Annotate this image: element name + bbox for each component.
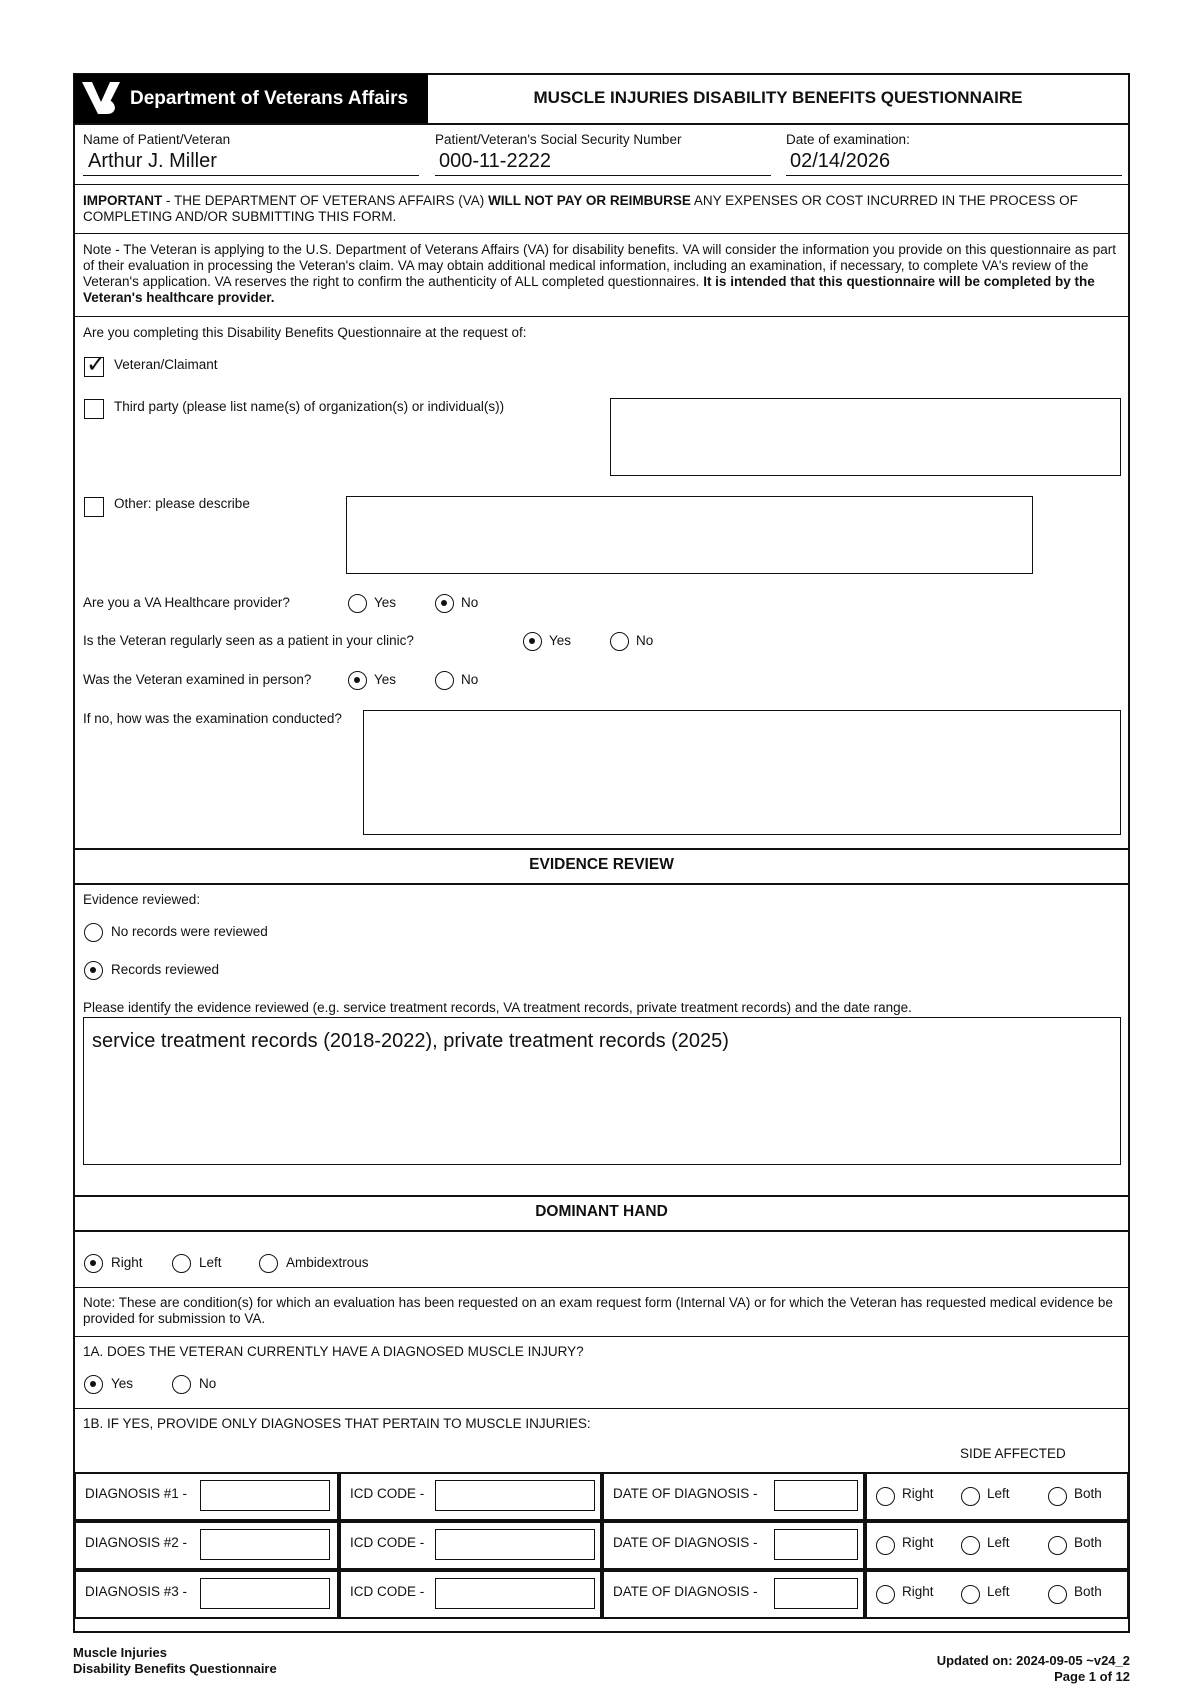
- important-notice: [83, 193, 1123, 225]
- rule: [73, 1230, 1130, 1232]
- other-field[interactable]: [346, 496, 1033, 574]
- in-person-no-radio[interactable]: [435, 671, 454, 690]
- regular-patient-no-label: No: [636, 633, 654, 648]
- diagnosis-cell: [74, 1521, 339, 1570]
- intro-note: [83, 242, 1123, 306]
- evidence-identify-label: Please identify the evidence reviewed (e.g. service treatment records, VA treatment records, private treatment records) and the date range.: [83, 1000, 912, 1015]
- rule: [73, 1195, 1130, 1197]
- side-right-label: Right: [902, 1535, 934, 1550]
- rule: [73, 316, 1130, 317]
- evidence-identify-field[interactable]: [83, 1017, 1121, 1165]
- rule: [73, 848, 1130, 850]
- side-both-2-radio[interactable]: [1048, 1536, 1067, 1555]
- side-left-label: Left: [987, 1535, 1010, 1550]
- name-underline: [83, 175, 419, 176]
- third-party-checkbox[interactable]: [84, 399, 104, 419]
- q1a-yes-radio[interactable]: [84, 1375, 103, 1394]
- request-question: Are you completing this Disability Benefits Questionnaire at the request of:: [83, 325, 527, 340]
- side-left-1-radio[interactable]: [961, 1487, 980, 1506]
- form-title: MUSCLE INJURIES DISABILITY BENEFITS QUESTIONNAIRE: [533, 88, 1023, 107]
- side-right-label: Right: [902, 1584, 934, 1599]
- evidence-identify-value: service treatment records (2018-2022), private treatment records (2025): [92, 1030, 729, 1052]
- icd-label: ICD CODE -: [350, 1584, 425, 1599]
- footer-form-type: Disability Benefits Questionnaire: [73, 1661, 277, 1676]
- regular-patient-yes-label: Yes: [549, 633, 572, 648]
- rule: [73, 1336, 1130, 1337]
- icd-code-1-input[interactable]: [435, 1480, 595, 1511]
- va-provider-no-label: No: [461, 595, 479, 610]
- dominant-hand-left-radio[interactable]: [172, 1254, 191, 1273]
- veteran-label: Veteran/Claimant: [114, 357, 218, 372]
- va-provider-yes-label: Yes: [374, 595, 397, 610]
- diagnosis-cell: [74, 1570, 339, 1619]
- q1a-yes-label: Yes: [111, 1376, 134, 1391]
- q1a-no-label: No: [199, 1376, 217, 1391]
- rule: [73, 233, 1130, 234]
- footer-page-number: Page 1 of 12: [1054, 1669, 1130, 1684]
- diagnosis-cell: [74, 1472, 339, 1521]
- side-right-1-radio[interactable]: [876, 1487, 895, 1506]
- side-left-2-radio[interactable]: [961, 1536, 980, 1555]
- q1a-label: 1A. DOES THE VETERAN CURRENTLY HAVE A DIAGNOSED MUSCLE INJURY?: [83, 1344, 584, 1359]
- side-both-label: Both: [1074, 1486, 1102, 1501]
- side-both-label: Both: [1074, 1535, 1102, 1550]
- diagnosis-1-input[interactable]: [200, 1480, 330, 1511]
- evidence-section-title: EVIDENCE REVIEW: [529, 856, 674, 873]
- date-of-diagnosis-1-input[interactable]: [774, 1480, 858, 1511]
- rule: [73, 123, 1130, 125]
- side-right-2-radio[interactable]: [876, 1536, 895, 1555]
- va-logo-icon: [80, 80, 122, 116]
- rule: [73, 1287, 1130, 1288]
- date-of-diagnosis-2-input[interactable]: [774, 1529, 858, 1560]
- side-affected-cell: [865, 1472, 1129, 1521]
- how-conducted-field[interactable]: [363, 710, 1121, 835]
- side-affected-label: SIDE AFFECTED: [960, 1446, 1066, 1461]
- va-provider-yes-radio[interactable]: [348, 594, 367, 613]
- date-cell: [602, 1472, 865, 1521]
- icd-cell: [339, 1521, 602, 1570]
- ssn-field[interactable]: 000-11-2222: [439, 150, 551, 172]
- dominant-hand-left-label: Left: [199, 1255, 222, 1270]
- agency-name: Department of Veterans Affairs: [130, 88, 409, 109]
- side-left-3-radio[interactable]: [961, 1585, 980, 1604]
- q1a-no-radio[interactable]: [172, 1375, 191, 1394]
- date-of-diagnosis-label: DATE OF DIAGNOSIS -: [613, 1486, 758, 1501]
- dominant-hand-right-radio[interactable]: [84, 1254, 103, 1273]
- dominant-hand-ambidextrous-label: Ambidextrous: [286, 1255, 369, 1270]
- diagnosis-2-input[interactable]: [200, 1529, 330, 1560]
- va-provider-no-radio[interactable]: [435, 594, 454, 613]
- how-conducted-label: If no, how was the examination conducted?: [83, 711, 342, 726]
- date-of-diagnosis-label: DATE OF DIAGNOSIS -: [613, 1584, 758, 1599]
- agency-block: [74, 74, 428, 123]
- date-cell: [602, 1521, 865, 1570]
- footer-right: [937, 1653, 1130, 1685]
- in-person-yes-radio[interactable]: [348, 671, 367, 690]
- exam-date-field[interactable]: 02/14/2026: [790, 150, 891, 172]
- footer-form-name: Muscle Injuries: [73, 1645, 167, 1660]
- rule: [73, 1408, 1130, 1409]
- important-text: - THE DEPARTMENT OF VETERANS AFFAIRS (VA): [162, 193, 489, 208]
- side-right-3-radio[interactable]: [876, 1585, 895, 1604]
- conditions-note: Note: These are condition(s) for which an evaluation has been requested on an exam request form (Internal VA) or for which the Veteran has requested medical evidence be provided for submission to VA.: [83, 1295, 1113, 1326]
- date-cell: [602, 1570, 865, 1619]
- va-provider-label: Are you a VA Healthcare provider?: [83, 595, 290, 610]
- name-field[interactable]: Arthur J. Miller: [88, 150, 217, 172]
- side-both-1-radio[interactable]: [1048, 1487, 1067, 1506]
- evidence-label: Evidence reviewed:: [83, 892, 201, 907]
- dominant-hand-section-title: DOMINANT HAND: [535, 1203, 668, 1220]
- icd-cell: [339, 1570, 602, 1619]
- other-checkbox[interactable]: [84, 497, 104, 517]
- icd-label: ICD CODE -: [350, 1486, 425, 1501]
- regular-patient-no-radio[interactable]: [610, 632, 629, 651]
- third-party-label: Third party (please list name(s) of organization(s) or individual(s)): [114, 399, 505, 414]
- important-bold: WILL NOT PAY OR REIMBURSE: [488, 193, 691, 208]
- ssn-underline: [435, 175, 771, 176]
- q1b-label: 1B. IF YES, PROVIDE ONLY DIAGNOSES THAT PERTAIN TO MUSCLE INJURIES:: [83, 1416, 591, 1431]
- side-right-label: Right: [902, 1486, 934, 1501]
- check-mark-icon: ✓: [86, 351, 107, 378]
- icd-label: ICD CODE -: [350, 1535, 425, 1550]
- note-bold: It is intended that this questionnaire will be completed by the Veteran's healthcare provider.: [83, 274, 1095, 305]
- rule: [73, 184, 1130, 185]
- diagnosis-label: DIAGNOSIS #1 -: [85, 1486, 188, 1501]
- records-reviewed-label: Records reviewed: [111, 962, 220, 977]
- diagnosis-label: DIAGNOSIS #3 -: [85, 1584, 188, 1599]
- side-left-label: Left: [987, 1584, 1010, 1599]
- note-text: Note - The Veteran is applying to the U.S. Department of Veterans Affairs (VA) for disability benefits. VA will consider the information you provide on this questionnaire as part of their evaluation in processing the Veteran's claim. VA may obtain additional medical information, including an examination, if necessary, to complete VA's review of the Veteran's application. VA reserves the right to confirm the authenticity of ALL completed questionnaires.: [83, 242, 1117, 289]
- side-both-3-radio[interactable]: [1048, 1585, 1067, 1604]
- side-both-label: Both: [1074, 1584, 1102, 1599]
- important-lead: IMPORTANT: [83, 193, 163, 208]
- footer-updated: Updated on: 2024-09-05 ~v24_2: [936, 1653, 1130, 1668]
- exam-date-label: Date of examination:: [786, 132, 910, 147]
- other-label: Other: please describe: [114, 496, 250, 511]
- diagnosis-label: DIAGNOSIS #2 -: [85, 1535, 188, 1550]
- name-label: Name of Patient/Veteran: [83, 132, 231, 147]
- side-affected-cell: [865, 1570, 1129, 1619]
- dominant-hand-ambidextrous-radio[interactable]: [259, 1254, 278, 1273]
- no-records-radio[interactable]: [84, 923, 103, 942]
- ssn-label: Patient/Veteran's Social Security Number: [435, 132, 682, 147]
- date-of-diagnosis-3-input[interactable]: [774, 1578, 858, 1609]
- form-frame: [73, 73, 1130, 1633]
- footer-left: [73, 1645, 277, 1677]
- exam-date-underline: [786, 175, 1122, 176]
- dominant-hand-right-label: Right: [111, 1255, 143, 1270]
- third-party-field[interactable]: [610, 398, 1121, 476]
- important-text-end: ANY EXPENSES OR COST INCURRED IN THE PROCESS OF COMPLETING AND/OR SUBMITTING THIS FORM.: [83, 193, 1078, 224]
- icd-cell: [339, 1472, 602, 1521]
- rule: [73, 883, 1130, 885]
- in-person-yes-label: Yes: [374, 672, 397, 687]
- icd-code-3-input[interactable]: [435, 1578, 595, 1609]
- side-left-label: Left: [987, 1486, 1010, 1501]
- icd-code-2-input[interactable]: [435, 1529, 595, 1560]
- side-affected-cell: [865, 1521, 1129, 1570]
- no-records-label: No records were reviewed: [111, 924, 268, 939]
- regular-patient-yes-radio[interactable]: [523, 632, 542, 651]
- veteran-checkbox[interactable]: [84, 351, 107, 378]
- records-reviewed-radio[interactable]: [84, 961, 103, 980]
- in-person-no-label: No: [461, 672, 479, 687]
- in-person-label: Was the Veteran examined in person?: [83, 672, 312, 687]
- diagnosis-3-input[interactable]: [200, 1578, 330, 1609]
- regular-patient-label: Is the Veteran regularly seen as a patient in your clinic?: [83, 633, 414, 648]
- date-of-diagnosis-label: DATE OF DIAGNOSIS -: [613, 1535, 758, 1550]
